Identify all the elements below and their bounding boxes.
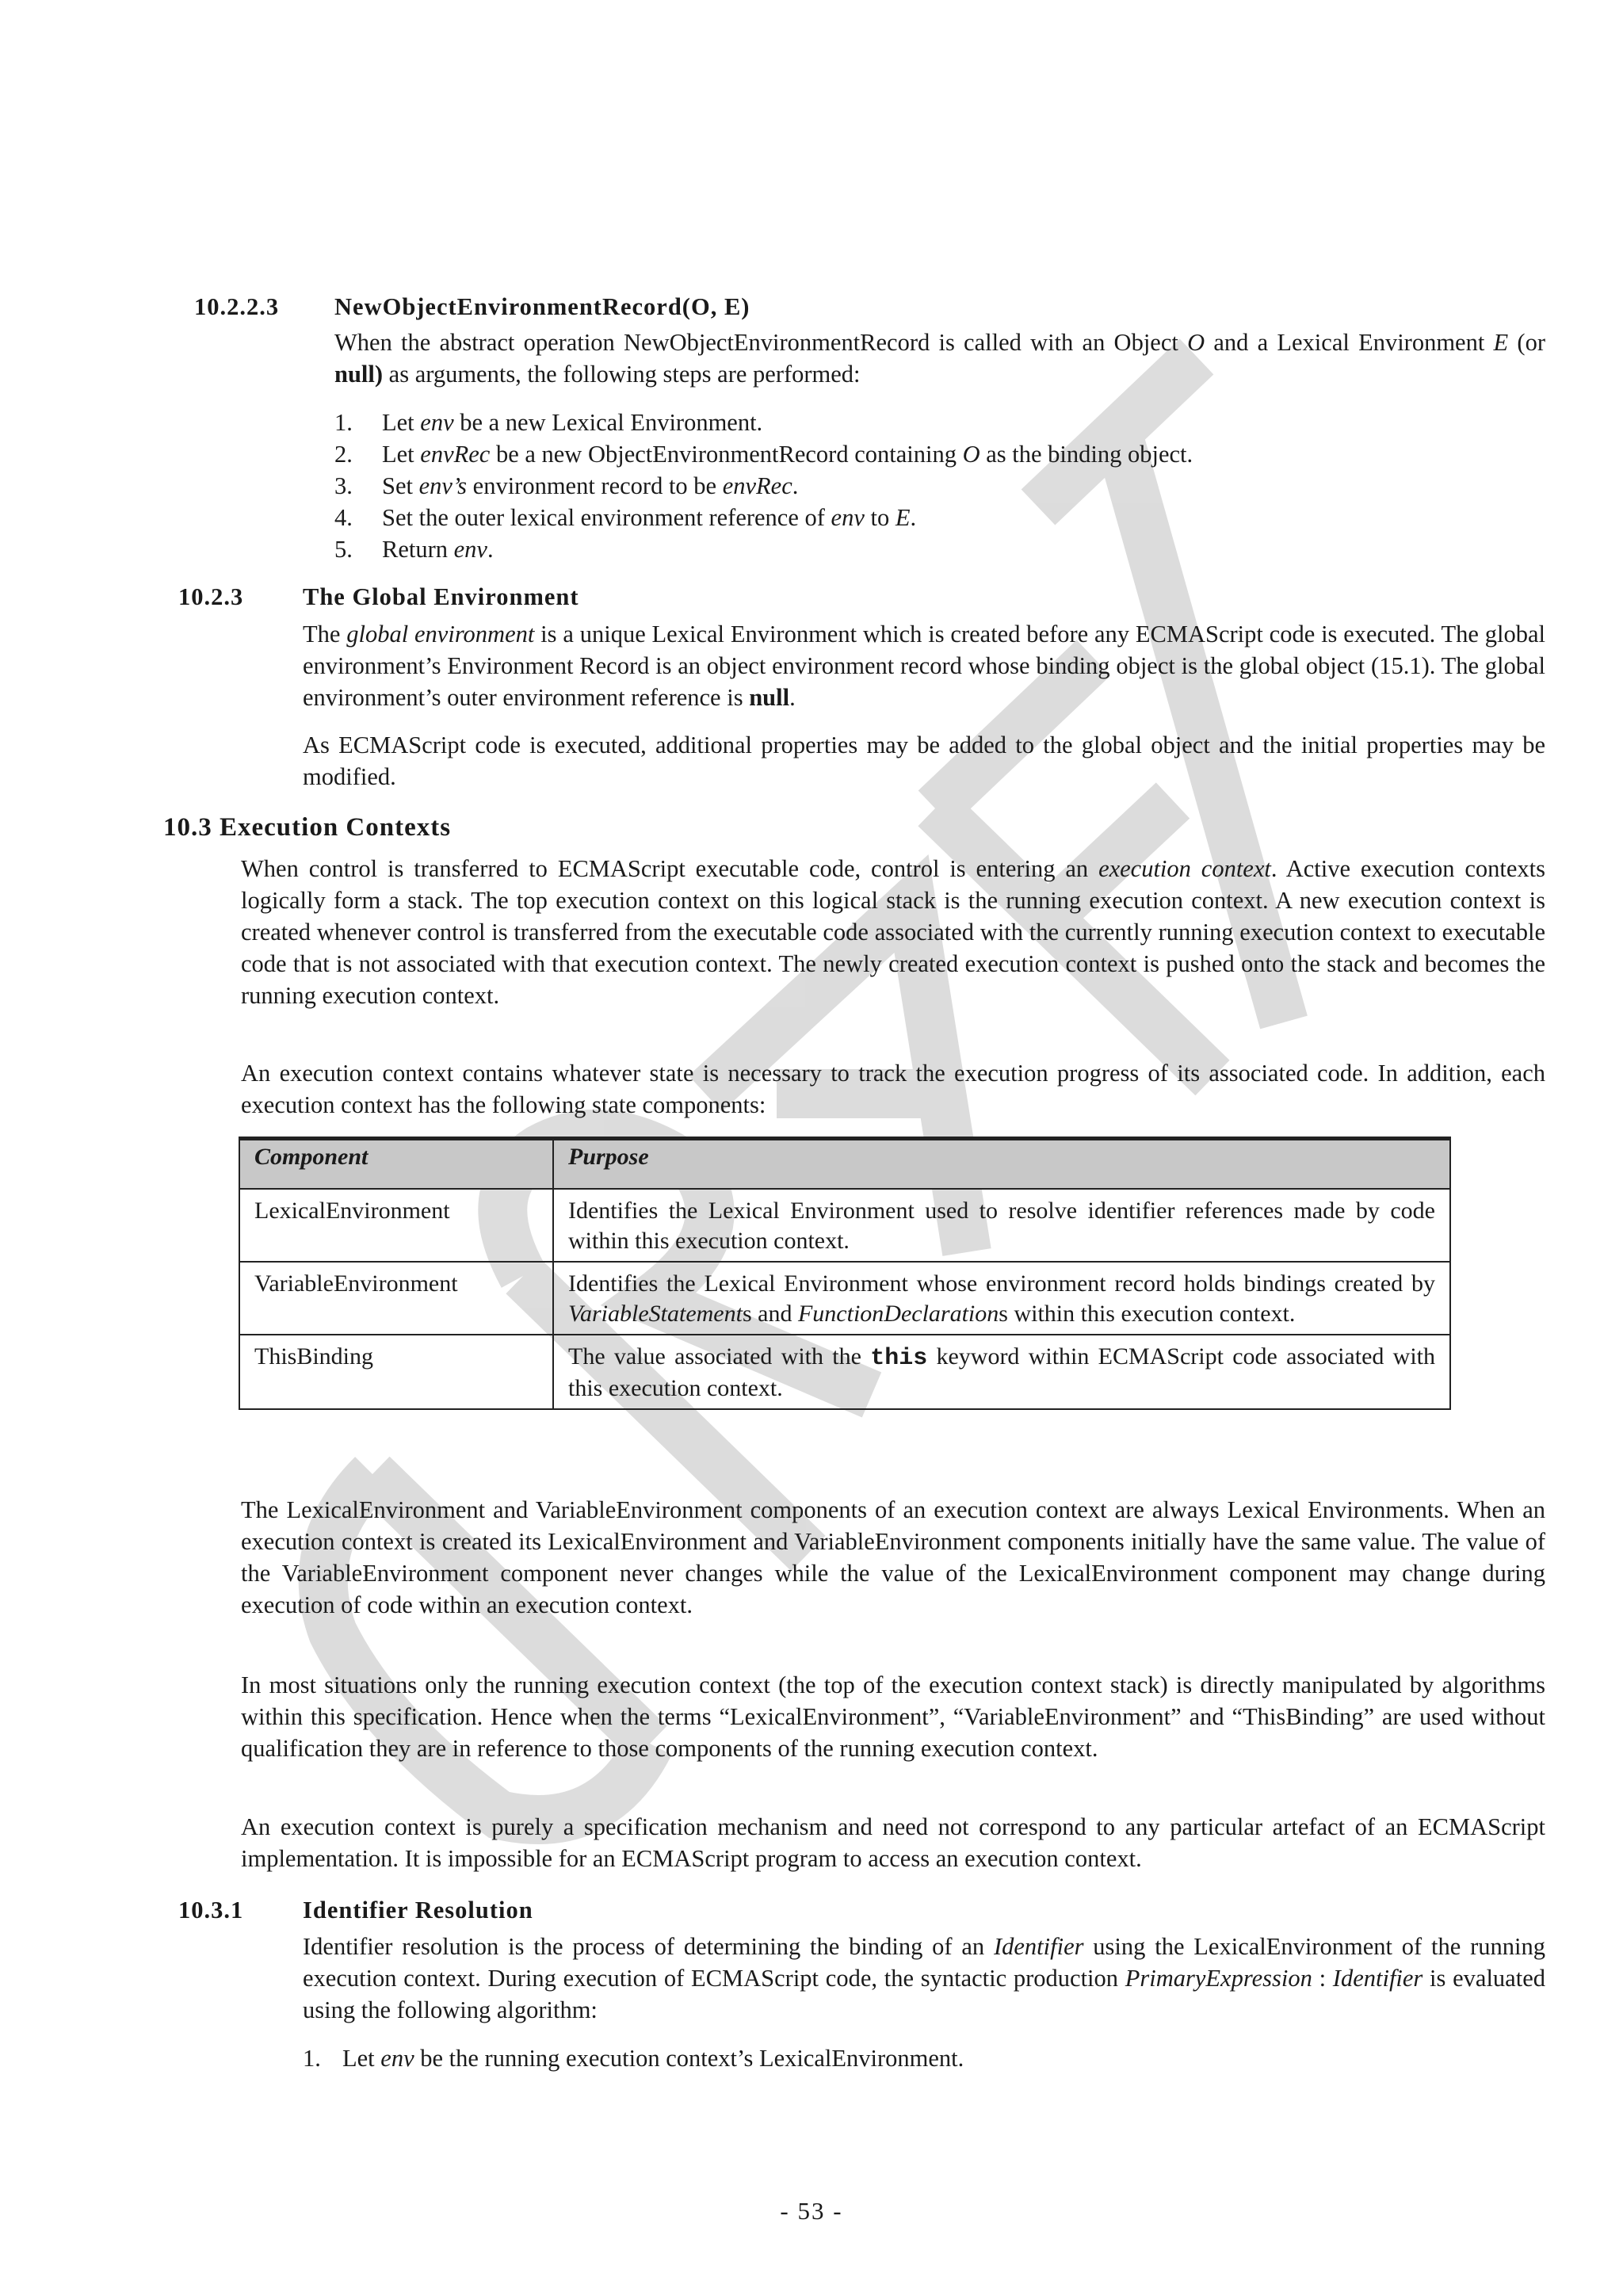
- table-row: [239, 1189, 1450, 1262]
- page-number: - 53 -: [780, 2197, 843, 2225]
- header-component: Component: [239, 1139, 553, 1190]
- step-item: 4. Set the outer lexical environment reference of env to E.: [334, 504, 917, 531]
- execution-contexts-paragraph-5: An execution context is purely a specification mechanism and need not correspond to any particular artefact of an ECMAScript implementation. It is impossible for an ECMAScript program to access an execution context.: [241, 1813, 1545, 1872]
- new-object-env-intro: When the abstract operation NewObjectEnvironmentRecord is called with an Object O and a Lexical Environment E (or null) as arguments, the following steps are performed:: [334, 329, 1545, 388]
- section-title-global-environment: The Global Environment: [303, 583, 579, 610]
- section-title-new-object-env-record: NewObjectEnvironmentRecord(O, E): [334, 293, 750, 320]
- table-row: [239, 1335, 1450, 1409]
- global-environment-paragraph-1: The global environment is a unique Lexical Environment which is created before any ECMAScript code is executed. The global environment’s Environment Record is an object environment record whose binding object is the global object (15.1). The global environment’s outer environment reference is null.: [303, 621, 1545, 711]
- cell-purpose: Identifies the Lexical Environment whose environment record holds bindings created by VariableStatements and FunctionDeclarations within this execution context.: [553, 1262, 1450, 1335]
- section-title-execution-contexts: 10.3 Execution Contexts: [163, 813, 452, 842]
- step-item: 2. Let envRec be a new ObjectEnvironmentRecord containing O as the binding object.: [334, 441, 1193, 468]
- step-item: 3. Set env’s environment record to be envRec.: [334, 472, 799, 499]
- step-item: 5. Return env.: [334, 536, 494, 563]
- section-number-10-2-3: 10.2.3: [178, 583, 244, 610]
- table-row: [239, 1262, 1450, 1335]
- cell-purpose: Identifies the Lexical Environment used to resolve identifier references made by code within this execution context.: [553, 1189, 1450, 1262]
- cell-component: VariableEnvironment: [239, 1262, 553, 1335]
- new-object-env-steps: [334, 407, 1545, 565]
- section-number-10-3-1: 10.3.1: [178, 1897, 244, 1924]
- section-title-identifier-resolution: Identifier Resolution: [303, 1897, 533, 1924]
- cell-component: ThisBinding: [239, 1335, 553, 1409]
- execution-contexts-paragraph-2: An execution context contains whatever state is necessary to track the execution progress of its associated code. In addition, each execution context has the following state components:: [241, 1060, 1545, 1118]
- global-environment-paragraph-2: As ECMAScript code is executed, additional properties may be added to the global object and the initial properties may be modified.: [303, 732, 1545, 790]
- execution-contexts-paragraph-4: In most situations only the running execution context (the top of the execution context stack) is directly manipulated by algorithms within this specification. Hence when the terms “LexicalEnvironment”, “VariableEnvironment” and “ThisBinding” are used without qualification they are in reference to those components of the running execution context.: [241, 1671, 1545, 1762]
- table-header-row: [239, 1139, 1450, 1190]
- step-item: 1. Let env be the running execution context’s LexicalEnvironment.: [303, 2045, 964, 2072]
- section-number-10-2-2-3: 10.2.2.3: [194, 293, 280, 320]
- step-item: 1. Let env be a new Lexical Environment.: [334, 409, 763, 436]
- state-components-table: [239, 1137, 1451, 1410]
- execution-contexts-paragraph-3: The LexicalEnvironment and VariableEnvironment components of an execution context are always Lexical Environments. When an execution context is created its LexicalEnvironment and VariableEnvironment components initially have the same value. The value of the VariableEnvironment component never changes while the value of the LexicalEnvironment component may change during execution of code within an execution context.: [241, 1496, 1545, 1618]
- cell-component: LexicalEnvironment: [239, 1189, 553, 1262]
- cell-purpose: The value associated with the this keyword within ECMAScript code associated with this execution context.: [553, 1335, 1450, 1409]
- execution-contexts-paragraph-1: When control is transferred to ECMAScript executable code, control is entering an execution context. Active execution contexts logically form a stack. The top execution context on this logical stack is the running execution context. A new execution context is created whenever control is transferred from the executable code associated with the currently running execution context to executable code that is not associated with that execution context. The newly created execution context is pushed onto the stack and becomes the running execution context.: [241, 855, 1545, 1009]
- identifier-resolution-steps: [303, 2042, 1545, 2074]
- identifier-resolution-paragraph: Identifier resolution is the process of determining the binding of an Identifier using the LexicalEnvironment of the running execution context. During execution of ECMAScript code, the syntactic production PrimaryExpression : Identifier is evaluated using the following algorithm:: [303, 1933, 1545, 2023]
- header-purpose: Purpose: [553, 1139, 1450, 1190]
